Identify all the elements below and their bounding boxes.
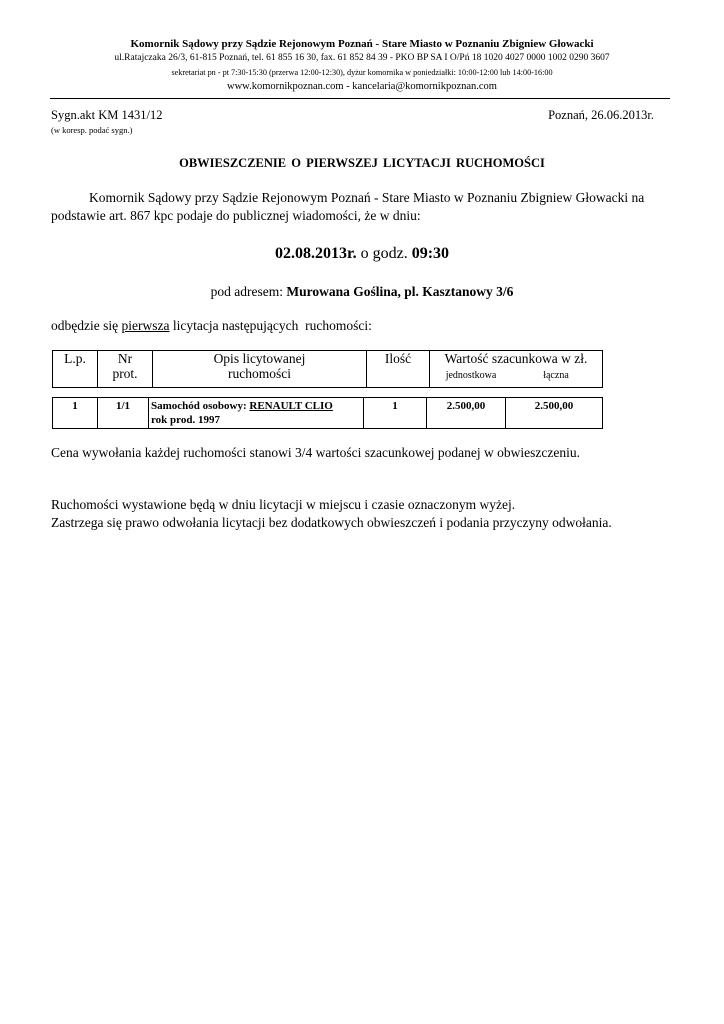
header-wartosc-label: Wartość szacunkowa w zł. [444,351,588,366]
header-lp [53,351,98,388]
case-signature: Sygn.akt KM 1431/12 [51,108,163,122]
header-lp-label: L.p. [64,351,86,366]
announcement-underlined: pierwsza [121,318,170,333]
row-opis [149,398,364,429]
auction-time: 09:30 [411,245,450,262]
address-prefix: pod adresem: [210,284,287,299]
auction-date: 02.08.2013r. [274,245,357,262]
table-row [53,398,603,429]
row-ilosc: 1 [364,398,427,429]
row-laczna: 2.500,00 [506,398,603,429]
header-nr-label: Nr [117,351,133,366]
bailiff-address-line: ul.Ratajczaka 26/3, 61-815 Poznań, tel. 61 855 16 30, fax. 61 852 84 39 - PKO BP SA I O/Pń 18 1020 4027 0000 1002 0290 3607 [114,53,610,63]
items-table-header [52,350,603,388]
header-nr-sub-label: prot. [112,366,138,381]
header-laczna-label: łączna [543,370,569,381]
website-email-line: www.komornikpoznan.com - kancelaria@komornikpoznan.com [227,81,497,92]
price-note: Cena wywołania każdej ruchomości stanowi 3/4 wartości szacunkowej podanej w obwieszczeniu. [51,445,580,460]
office-hours-line: sekretariat pn - pt 7:30-15:30 (przerwa 12:00-12:30), dyżur komornika w poniedziałki: 10:00-12:00 lub 14:00-16:00 [171,68,553,77]
auction-announcement [51,318,372,334]
header-opis-label: Opis licytowanej [213,351,306,366]
row-opis-name: RENAULT CLIO [249,400,333,412]
auction-datetime [0,245,724,263]
intro-paragraph [51,189,696,225]
row-jednostkowa: 2.500,00 [427,398,506,429]
row-opis-prefix: Samochód osobowy: [151,400,250,412]
header-divider [50,98,670,99]
header-jednostkowa-label: jednostkowa [445,370,497,381]
row-lp: 1 [53,398,98,429]
document-date: Poznań, 26.06.2013r. [548,108,654,122]
header-ilosc-label: Ilość [384,351,412,366]
header-opis-sub-label: ruchomości [228,366,291,381]
closing-line-2: Zastrzega się prawo odwołania licytacji bez dodatkowych obwieszczeń i podania przyczyny odwołania. [51,515,612,530]
row-opis-year: rok prod. 1997 [151,414,220,426]
auction-address [0,284,724,300]
announcement-before: odbędzie się [51,318,122,333]
bailiff-header-title: Komornik Sądowy przy Sądzie Rejonowym Poznań - Stare Miasto w Poznaniu Zbigniew Głowacki [130,38,594,50]
header-nr [98,351,153,388]
correspondence-note: (w koresp. podać sygn.) [51,125,133,135]
auction-connector: o godz. [356,245,412,262]
address-value: Murowana Goślina, pl. Kasztanowy 3/6 [286,284,514,299]
announcement-after: licytacja następujących ruchomości: [169,318,372,333]
header-ilosc [367,351,430,388]
row-nr: 1/1 [98,398,149,429]
closing-line-1: Ruchomości wystawione będą w dniu licytacji w miejscu i czasie oznaczonym wyżej. [51,497,516,512]
header-wartosc [430,351,603,388]
items-table [52,397,603,429]
header-opis [153,351,367,388]
intro-text: Komornik Sądowy przy Sądzie Rejonowym Poznań - Stare Miasto w Poznaniu Zbigniew Głowacki na podstawie art. 867 kpc podaje do publicznej wiadomości, że w dniu: [51,190,645,223]
closing-paragraph [51,496,612,532]
document-title: OBWIESZCZENIE O PIERWSZEJ LICYTACJI RUCHOMOŚCI [179,156,545,170]
